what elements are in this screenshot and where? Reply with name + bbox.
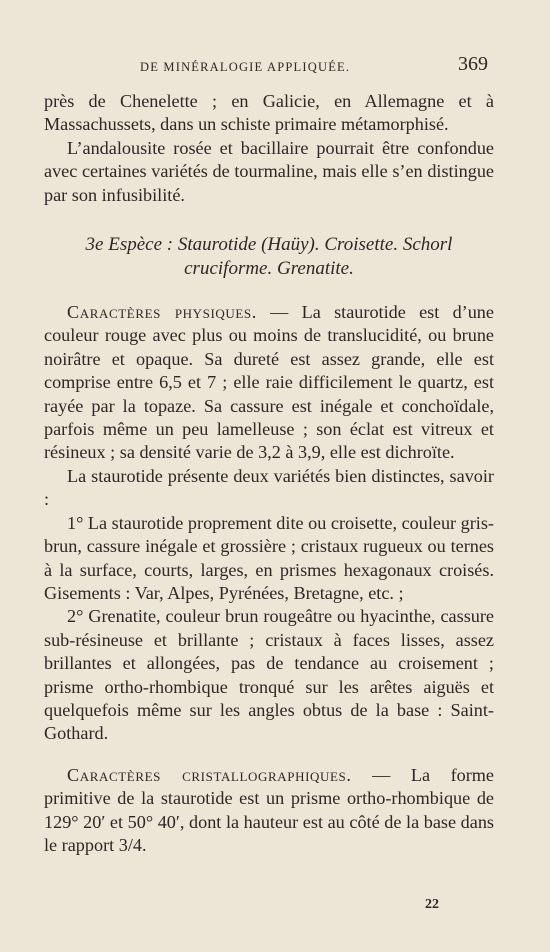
paragraph-variety-croisette: 1° La staurotide proprement dite ou croisette, couleur gris-brun, cassure inégale et grossière ; cristaux rugueux ou ternes à la surface, courts, larges, en prismes hexagonaux croisés. Gisements : Var, Alpes, Pyrénées, Bretagne, etc. ; bbox=[44, 512, 494, 603]
paragraph-localities: près de Chenelette ; en Galicie, en Allemagne et à Massachussets, dans un schiste primaire métamorphisé. bbox=[44, 91, 494, 135]
running-head: DE MINÉRALOGIE APPLIQUÉE. bbox=[140, 60, 351, 74]
crystallographic-text: — La forme primitive de la staurotide est un prisme ortho-rhombique de 129° 20′ et 50° 40′, dont la hauteur est au côté de la base dans le rapport 3/4. bbox=[44, 764, 495, 855]
paragraph-variety-grenatite: 2° Grenatite, couleur brun rougeâtre ou hyacinthe, cassure sub-résineuse et brillante ; cristaux à faces lisses, assez brillantes et allongées, pas de tendance au croisement ; prisme ortho-rhombique tronqué sur les arêtes aiguës et quelquefois même sur les angles obtus de la base : Saint-Gothard. bbox=[44, 606, 494, 744]
section-label-physical: Caractères physiques. bbox=[67, 302, 257, 323]
species-heading: 3e Espèce : Staurotide (Haüy). Croisette. Schorl cruciforme. Grenatite. bbox=[85, 234, 453, 280]
printer-signature: 22 bbox=[425, 897, 439, 912]
section-label-crystallographic: Caractères cristallographiques. bbox=[67, 764, 352, 785]
physical-text: — La staurotide est d’une couleur rouge avec plus ou moins de translucidité, ou brune noirâtre et opaque. Sa dureté est assez grande, elle est comprise entre 6,5 et 7 ; elle raie difficilement le quartz, est rayée par la topaze. Sa cassure est inégale et conchoïdale, parfois même un peu lamelleuse ; son éclat est vitreux et résineux ; sa densité varie de 3,2 à 3,9, elle est dichroïte. bbox=[44, 302, 494, 463]
paragraph-crystallographic-characters bbox=[44, 764, 494, 858]
paragraph-andalousite-note: L’andalousite rosée et bacillaire pourrait être confondue avec certaines variétés de tourmaline, mais elle s’en distingue par son infusibilité. bbox=[44, 137, 494, 205]
paragraph-varieties-intro: La staurotide présente deux variétés bien distinctes, savoir : bbox=[44, 465, 494, 510]
body-text bbox=[44, 90, 494, 857]
page-number: 369 bbox=[458, 53, 488, 75]
paragraph-physical-characters bbox=[44, 301, 494, 465]
